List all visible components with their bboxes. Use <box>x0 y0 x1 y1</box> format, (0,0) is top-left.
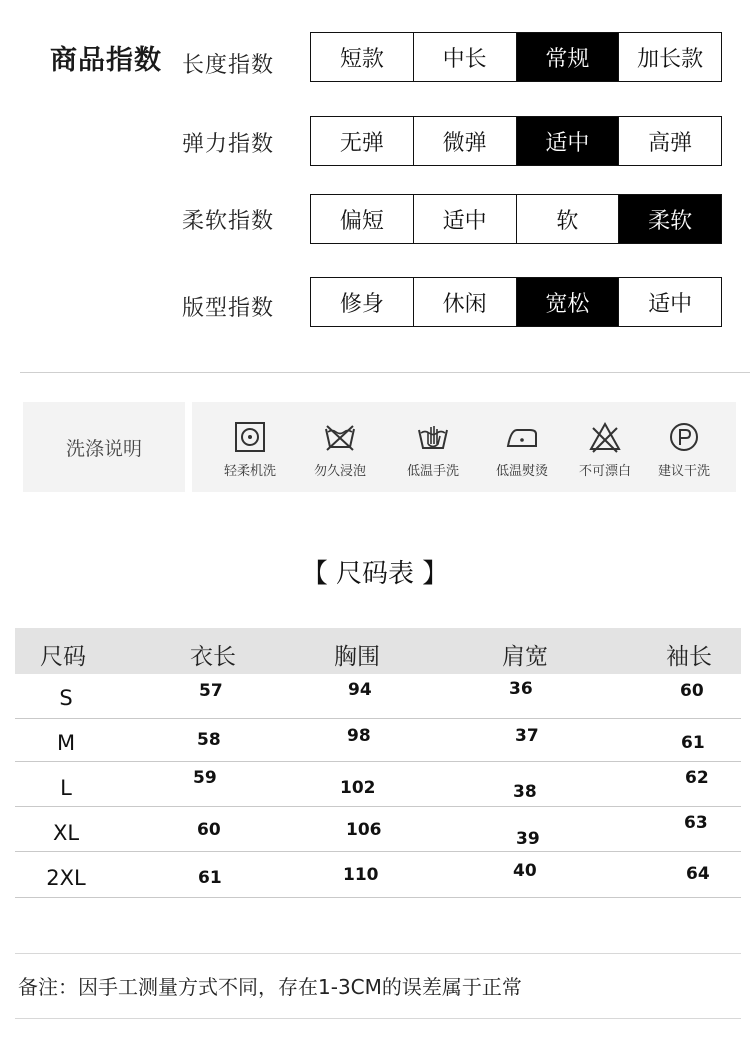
sleeve-cell: 62 <box>685 768 709 788</box>
wash-label-no-bleach: 不可漂白 <box>578 464 631 479</box>
wash-label-no-soak: 勿久浸泡 <box>313 464 366 479</box>
chest-cell: 94 <box>348 680 372 700</box>
measurement-note: 备注：因手工测量方式不同，存在1-3CM的误差属于正常 <box>18 975 522 999</box>
elasticity-index-selector <box>310 116 722 166</box>
fit-index-selector <box>310 277 722 327</box>
shoulder-cell: 38 <box>513 782 537 802</box>
size-cell: M <box>56 731 76 755</box>
wash-item-dry-clean <box>644 402 724 492</box>
wash-item-gentle <box>210 402 290 492</box>
softness-index-label: 柔软指数 <box>182 209 275 234</box>
size-cell: S <box>59 686 73 710</box>
wash-icons-panel <box>192 402 736 492</box>
wash-item-no-bleach <box>565 402 645 492</box>
row-divider <box>15 718 741 719</box>
length-option-mid[interactable]: 中长 <box>413 33 516 81</box>
chest-cell: 110 <box>343 865 379 885</box>
fit-option-moderate[interactable]: 适中 <box>618 278 721 326</box>
note-top-divider <box>15 953 741 954</box>
elasticity-option-moderate[interactable]: 适中 <box>516 117 619 165</box>
fit-index-label: 版型指数 <box>182 296 275 321</box>
elasticity-index-label: 弹力指数 <box>182 132 275 157</box>
machine-wash-gentle-icon <box>233 420 267 454</box>
length-cell: 61 <box>198 868 222 888</box>
header-size: 尺码 <box>40 644 86 670</box>
softness-option-4[interactable]: 柔软 <box>618 195 721 243</box>
shoulder-cell: 37 <box>515 726 539 746</box>
sleeve-cell: 63 <box>684 813 708 833</box>
length-cell: 58 <box>197 730 221 750</box>
softness-option-2[interactable]: 适中 <box>413 195 516 243</box>
length-option-long[interactable]: 加长款 <box>618 33 721 81</box>
chest-cell: 98 <box>347 726 371 746</box>
shoulder-cell: 39 <box>516 829 540 849</box>
length-cell: 60 <box>197 820 221 840</box>
wash-item-low-iron <box>482 402 562 492</box>
wash-item-hand-wash <box>393 402 473 492</box>
wash-label-gentle: 轻柔机洗 <box>223 464 276 479</box>
wash-instructions-title: 洗涤说明 <box>23 402 185 492</box>
shoulder-cell: 40 <box>513 861 537 881</box>
length-cell: 59 <box>193 768 217 788</box>
wash-label-low-iron: 低温熨烫 <box>495 464 548 479</box>
softness-option-3[interactable]: 软 <box>516 195 619 243</box>
dry-clean-icon <box>667 420 701 454</box>
no-bleach-icon <box>588 420 622 454</box>
length-option-regular[interactable]: 常规 <box>516 33 619 81</box>
wash-item-no-soak <box>300 402 380 492</box>
elasticity-option-high[interactable]: 高弹 <box>618 117 721 165</box>
chest-cell: 106 <box>346 820 382 840</box>
hand-wash-icon <box>416 420 450 454</box>
size-chart-title: 【 尺码表 】 <box>301 559 449 589</box>
row-divider <box>15 806 741 807</box>
sleeve-cell: 61 <box>681 733 705 753</box>
header-shoulder: 肩宽 <box>502 644 548 670</box>
header-sleeve: 袖长 <box>666 644 712 670</box>
softness-index-selector <box>310 194 722 244</box>
wash-label-dry-clean: 建议干洗 <box>657 464 710 479</box>
chest-cell: 102 <box>340 778 376 798</box>
sleeve-cell: 64 <box>686 864 710 884</box>
header-chest: 胸围 <box>334 644 380 670</box>
row-divider <box>15 851 741 852</box>
length-option-short[interactable]: 短款 <box>339 46 384 72</box>
size-cell: 2XL <box>46 866 86 890</box>
elasticity-option-slight[interactable]: 微弹 <box>413 117 516 165</box>
header-length: 衣长 <box>190 644 236 670</box>
fit-option-loose[interactable]: 宽松 <box>516 278 619 326</box>
fit-option-casual[interactable]: 休闲 <box>413 278 516 326</box>
size-cell: L <box>60 776 72 800</box>
fit-option-slim[interactable]: 修身 <box>339 291 384 317</box>
size-cell: XL <box>52 821 80 845</box>
wash-label-hand-wash: 低温手洗 <box>406 464 459 479</box>
length-index-label: 长度指数 <box>182 53 275 78</box>
row-divider <box>15 897 741 898</box>
section-divider <box>20 372 750 373</box>
no-soak-icon <box>323 420 357 454</box>
low-iron-icon <box>505 420 539 454</box>
sleeve-cell: 60 <box>680 681 704 701</box>
length-index-selector <box>310 32 722 82</box>
note-bottom-divider <box>15 1018 741 1019</box>
product-index-title: 商品指数 <box>50 45 162 76</box>
elasticity-option-none[interactable]: 无弹 <box>339 130 384 156</box>
shoulder-cell: 36 <box>509 679 533 699</box>
row-divider <box>15 761 741 762</box>
softness-option-1[interactable]: 偏短 <box>339 208 384 234</box>
length-cell: 57 <box>199 681 223 701</box>
